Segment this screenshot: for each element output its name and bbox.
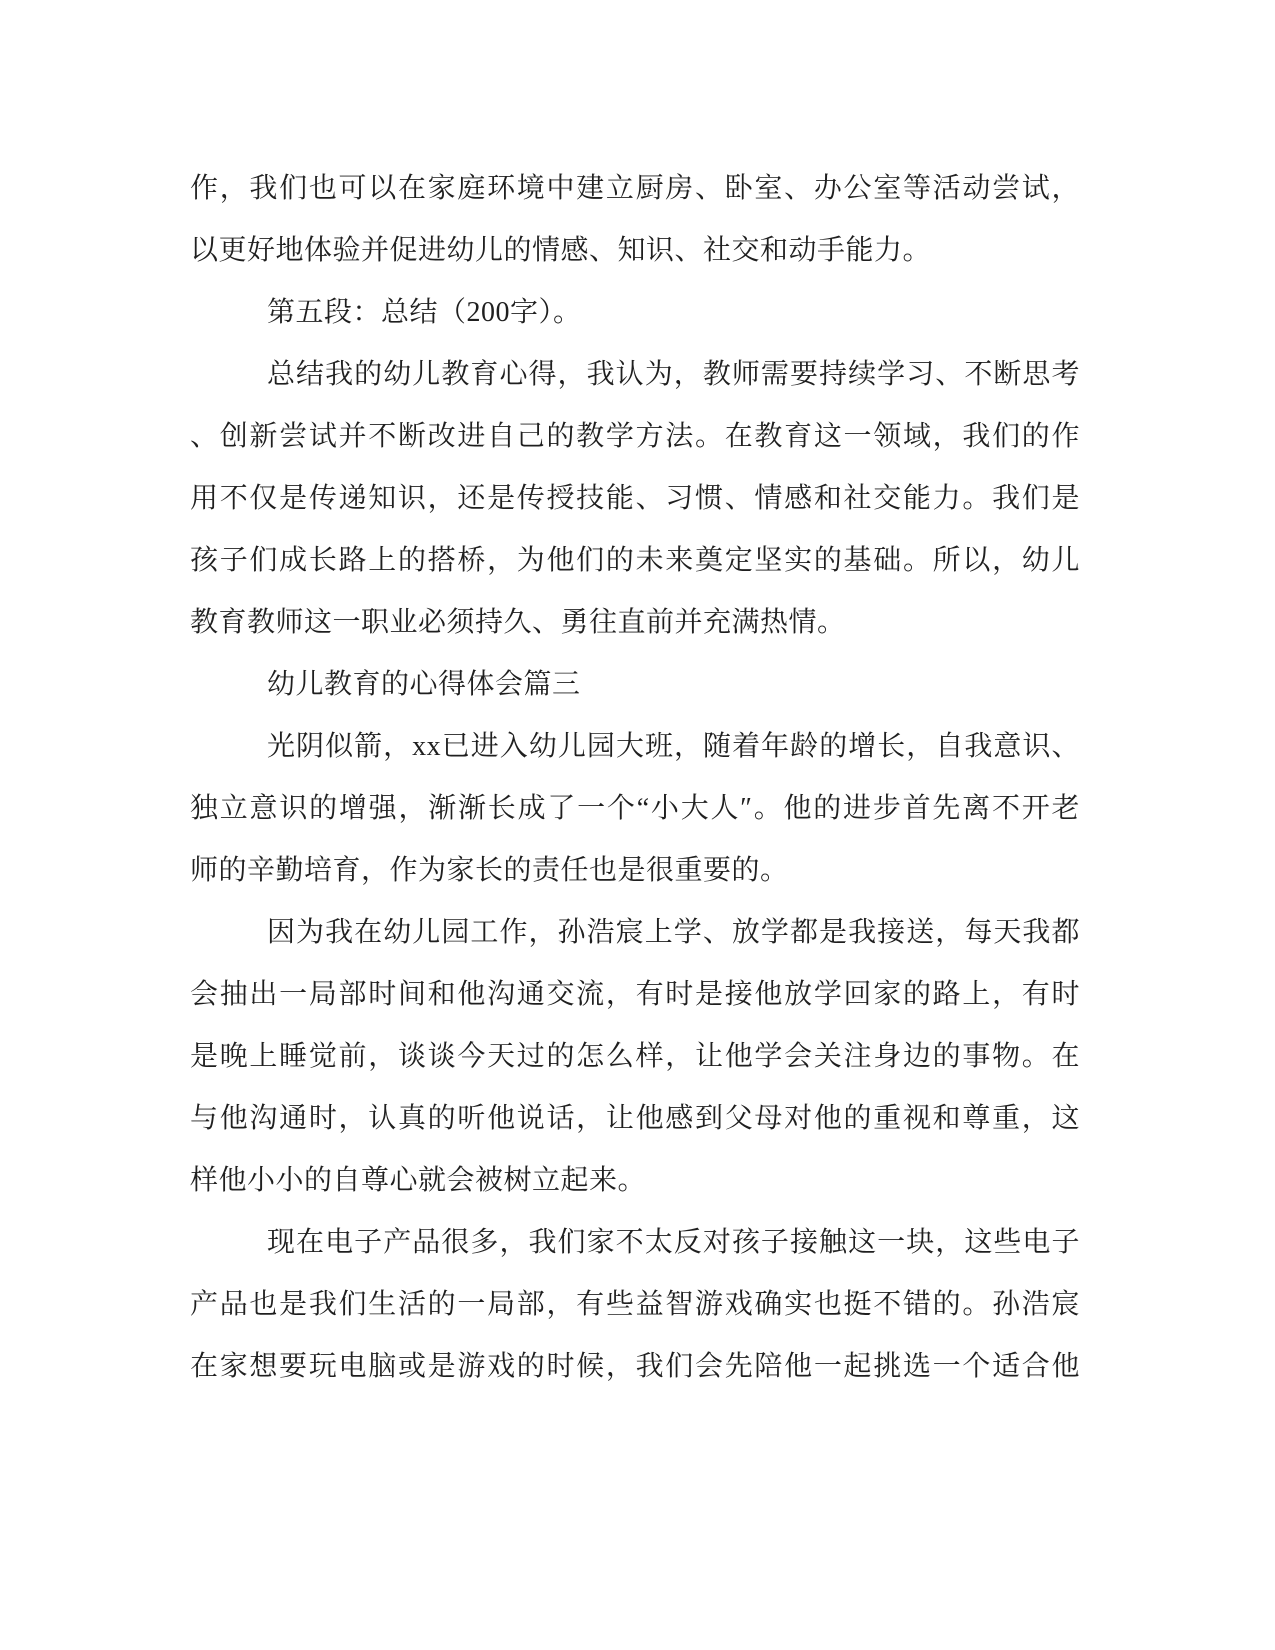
text-line: 会抽出一局部时间和他沟通交流，有时是接他放学回家的路上，有时 <box>190 979 1080 1010</box>
text-line: 幼儿教育的心得体会篇三 <box>267 669 581 700</box>
text-line: 光阴似箭，xx已进入幼儿园大班，随着年龄的增长，自我意识、 <box>267 731 1080 762</box>
text-line: 、创新尝试并不断改进自己的教学方法。在教育这一领域，我们的作 <box>190 421 1080 452</box>
text-line: 以更好地体验并促进幼儿的情感、知识、社交和动手能力。 <box>190 235 932 266</box>
text-line: 用不仅是传递知识，还是传授技能、习惯、情感和社交能力。我们是 <box>190 483 1080 514</box>
text-line: 现在电子产品很多，我们家不太反对孩子接触这一块，这些电子 <box>267 1227 1080 1258</box>
document-body <box>190 158 1080 1398</box>
text-line: 第五段：总结（200字）。 <box>267 297 582 328</box>
text-line: 独立意识的增强，渐渐长成了一个“小大人″。他的进步首先离不开老 <box>190 793 1080 824</box>
text-line: 产品也是我们生活的一局部，有些益智游戏确实也挺不错的。孙浩宸 <box>190 1289 1080 1320</box>
text-line: 总结我的幼儿教育心得，我认为，教师需要持续学习、不断思考 <box>267 359 1080 390</box>
text-line: 与他沟通时，认真的听他说话，让他感到父母对他的重视和尊重，这 <box>190 1103 1080 1134</box>
text-line: 孩子们成长路上的搭桥，为他们的未来奠定坚实的基础。所以，幼儿 <box>190 545 1080 576</box>
text-line: 因为我在幼儿园工作，孙浩宸上学、放学都是我接送，每天我都 <box>267 917 1080 948</box>
text-line: 是晚上睡觉前，谈谈今天过的怎么样，让他学会关注身边的事物。在 <box>190 1041 1080 1072</box>
text-line: 在家想要玩电脑或是游戏的时候，我们会先陪他一起挑选一个适合他 <box>190 1351 1080 1382</box>
text-line: 作，我们也可以在家庭环境中建立厨房、卧室、办公室等活动尝试， <box>190 173 1080 204</box>
text-line: 教育教师这一职业必须持久、勇往直前并充满热情。 <box>190 607 846 638</box>
text-line: 样他小小的自尊心就会被树立起来。 <box>190 1165 647 1196</box>
text-line: 师的辛勤培育，作为家长的责任也是很重要的。 <box>190 855 789 886</box>
